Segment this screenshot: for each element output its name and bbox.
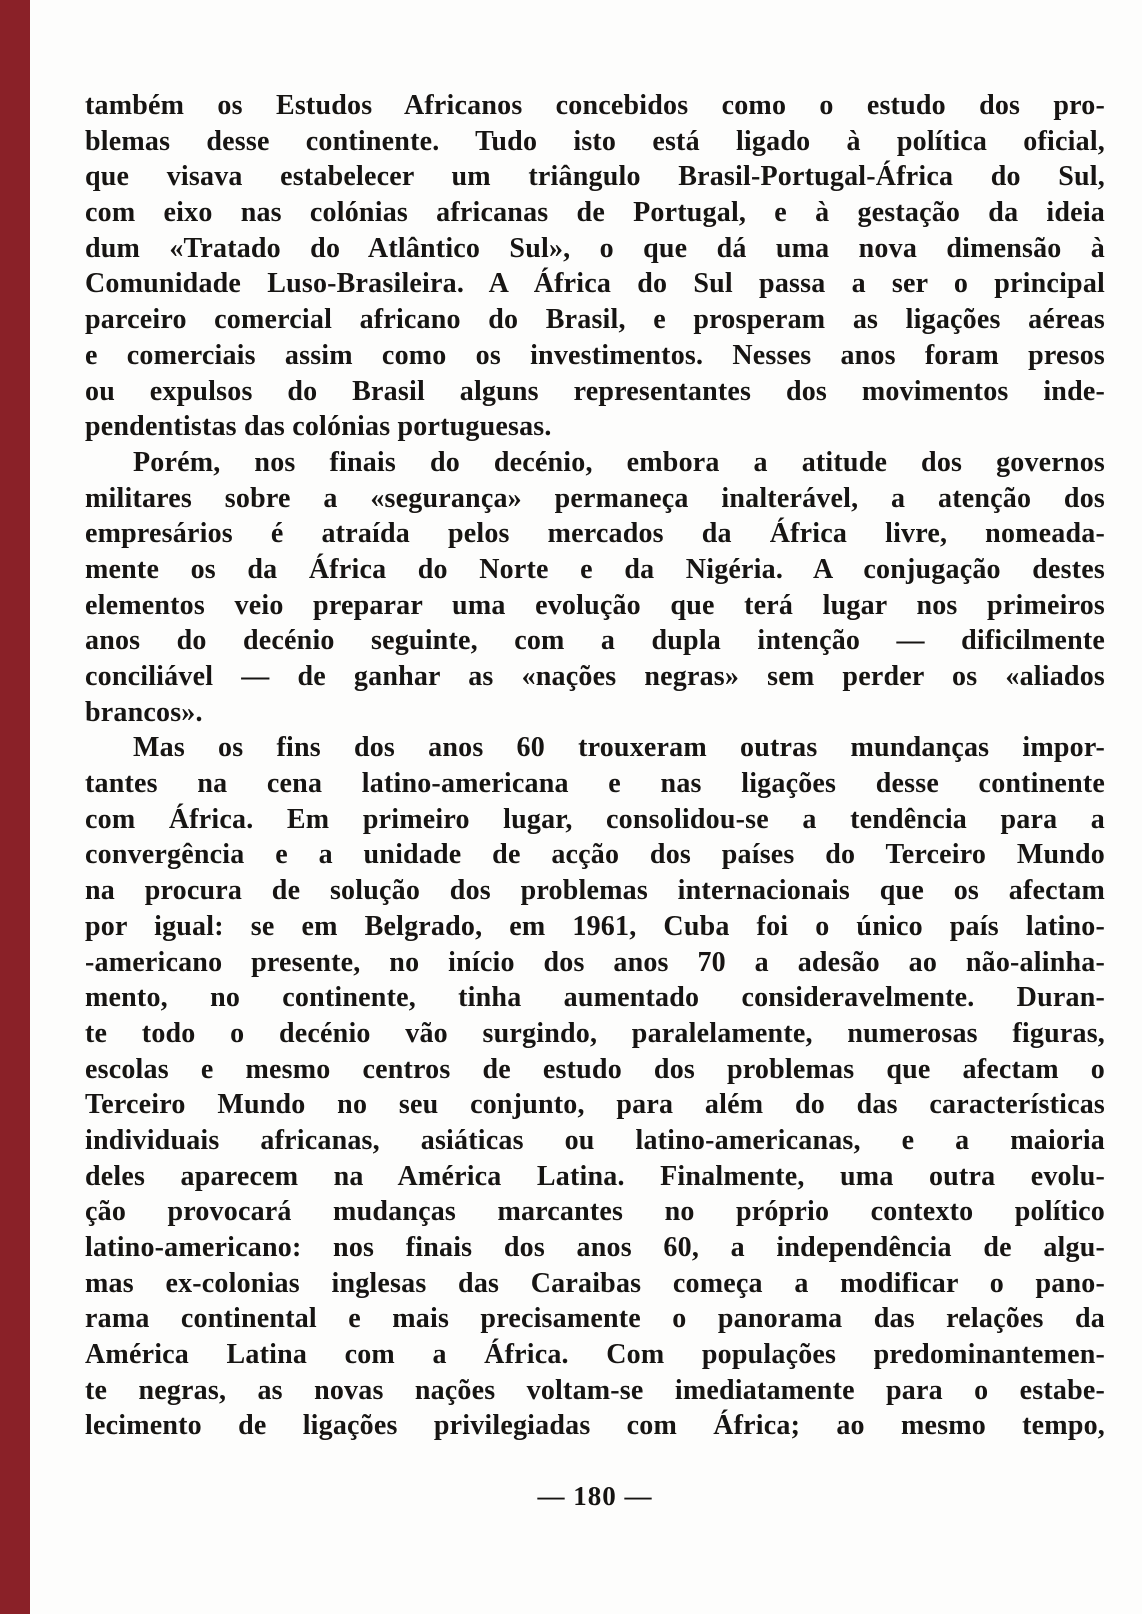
text-line: na procura de solução dos problemas internacionais que os afectam	[85, 875, 1105, 907]
text-line: te negras, as novas nações voltam-se imediatamente para o estabe-	[85, 1374, 1105, 1406]
text-line: militares sobre a «segurança» permaneça inalterável, a atenção dos	[85, 482, 1105, 514]
text-line: por igual: se em Belgrado, em 1961, Cuba foi o único país latino-	[85, 910, 1105, 942]
text-line: -americano presente, no início dos anos 70 a adesão ao não-alinha-	[85, 946, 1105, 978]
page-number: — 180 —	[537, 1481, 653, 1511]
text-line: dum «Tratado do Atlântico Sul», o que dá uma nova dimensão à	[85, 232, 1105, 264]
text-line: e comerciais assim como os investimentos. Nesses anos foram presos	[85, 339, 1105, 371]
text-line: com África. Em primeiro lugar, consolidou-se a tendência para a	[85, 803, 1105, 835]
text-line: brancos».	[85, 696, 203, 728]
text-line: mas ex-colonias inglesas das Caraibas começa a modificar o pano-	[85, 1267, 1105, 1299]
text-line: rama continental e mais precisamente o panorama das relações da	[85, 1303, 1105, 1335]
page-footer	[85, 1481, 1105, 1512]
text-line: anos do decénio seguinte, com a dupla intenção — dificilmente	[85, 625, 1105, 657]
text-line: individuais africanas, asiáticas ou latino-americanas, e a maioria	[85, 1124, 1105, 1156]
text-line: Terceiro Mundo no seu conjunto, para além do das características	[85, 1089, 1105, 1121]
text-line: também os Estudos Africanos concebidos como o estudo dos pro-	[85, 90, 1105, 121]
text-line: elementos veio preparar uma evolução que terá lugar nos primeiros	[85, 589, 1105, 621]
text-line: pendentistas das colónias portuguesas.	[85, 411, 552, 443]
text-line: parceiro comercial africano do Brasil, e prosperam as ligações aéreas	[85, 304, 1105, 336]
text-line: ção provocará mudanças marcantes no próprio contexto político	[85, 1196, 1105, 1228]
text-line: América Latina com a África. Com populações predominantemen-	[85, 1339, 1105, 1371]
text-line: convergência e a unidade de acção dos países do Terceiro Mundo	[85, 839, 1105, 871]
text-line: deles aparecem na América Latina. Finalmente, uma outra evolu-	[85, 1160, 1105, 1192]
text-line: mente os da África do Norte e da Nigéria. A conjugação destes	[85, 553, 1105, 585]
text-block	[85, 88, 1105, 1444]
text-line: escolas e mesmo centros de estudo dos problemas que afectam o	[85, 1053, 1105, 1085]
text-line: empresários é atraída pelos mercados da África livre, nomeada-	[85, 518, 1105, 550]
text-line: blemas desse continente. Tudo isto está ligado à política oficial,	[85, 125, 1105, 157]
book-spine-stripe	[0, 0, 30, 1614]
text-line: Comunidade Luso-Brasileira. A África do Sul passa a ser o principal	[85, 268, 1105, 300]
text-line: tantes na cena latino-americana e nas ligações desse continente	[85, 768, 1105, 800]
text-line: com eixo nas colónias africanas de Portugal, e à gestação da ideia	[85, 197, 1105, 229]
text-line: Mas os fins dos anos 60 trouxeram outras mundanças impor-	[133, 732, 1105, 764]
text-line: que visava estabelecer um triângulo Brasil-Portugal-África do Sul,	[85, 161, 1105, 193]
text-line: te todo o decénio vão surgindo, paralelamente, numerosas figuras,	[85, 1017, 1105, 1049]
text-line: latino-americano: nos finais dos anos 60, a independência de algu-	[85, 1232, 1105, 1263]
text-line: Porém, nos finais do decénio, embora a atitude dos governos	[133, 446, 1105, 478]
text-line: lecimento de ligações privilegiadas com África; ao mesmo tempo,	[85, 1410, 1105, 1442]
text-line: mento, no continente, tinha aumentado consideravelmente. Duran-	[85, 982, 1105, 1014]
text-line: ou expulsos do Brasil alguns representantes dos movimentos inde-	[85, 375, 1105, 407]
text-line: conciliável — de ganhar as «nações negras» sem perder os «aliados	[85, 661, 1105, 692]
